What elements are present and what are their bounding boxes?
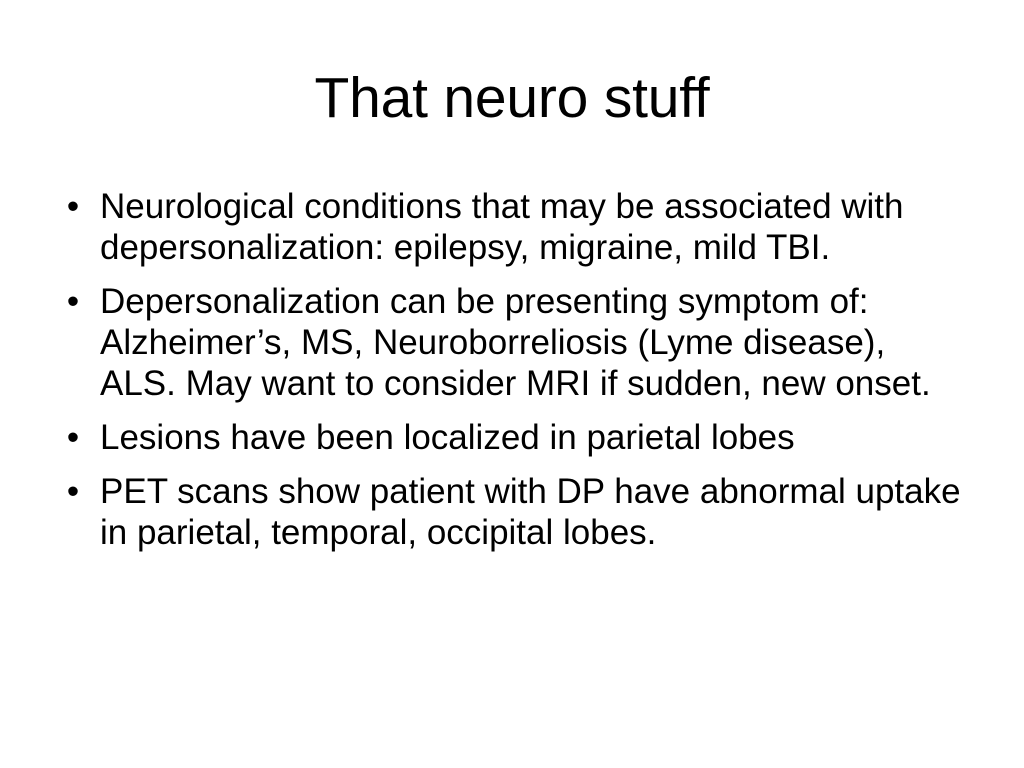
bullet-dot-icon: • [66, 418, 80, 457]
bullet-text: Lesions have been localized in parietal lobes [100, 418, 795, 457]
bullet-text: Neurological conditions that may be associated with depersonalization: epilepsy, migraine, mild TBI. [100, 187, 904, 267]
bullet-item-2 [58, 281, 968, 404]
bullet-item-4 [58, 471, 968, 553]
bullet-item-3 [58, 417, 968, 458]
bullet-text: Depersonalization can be presenting symptom of: Alzheimer’s, MS, Neuroborreliosis (Lyme disease), ALS. May want to consider MRI if sudden, new onset. [100, 282, 931, 403]
bullet-list [58, 186, 968, 566]
bullet-dot-icon: • [66, 282, 80, 321]
bullet-dot-icon: • [66, 472, 80, 511]
bullet-dot-icon: • [66, 187, 80, 226]
bullet-item-1 [58, 186, 968, 268]
slide-title: That neuro stuff [314, 66, 710, 130]
bullet-text: PET scans show patient with DP have abnormal uptake in parietal, temporal, occipital lobes. [100, 472, 961, 552]
